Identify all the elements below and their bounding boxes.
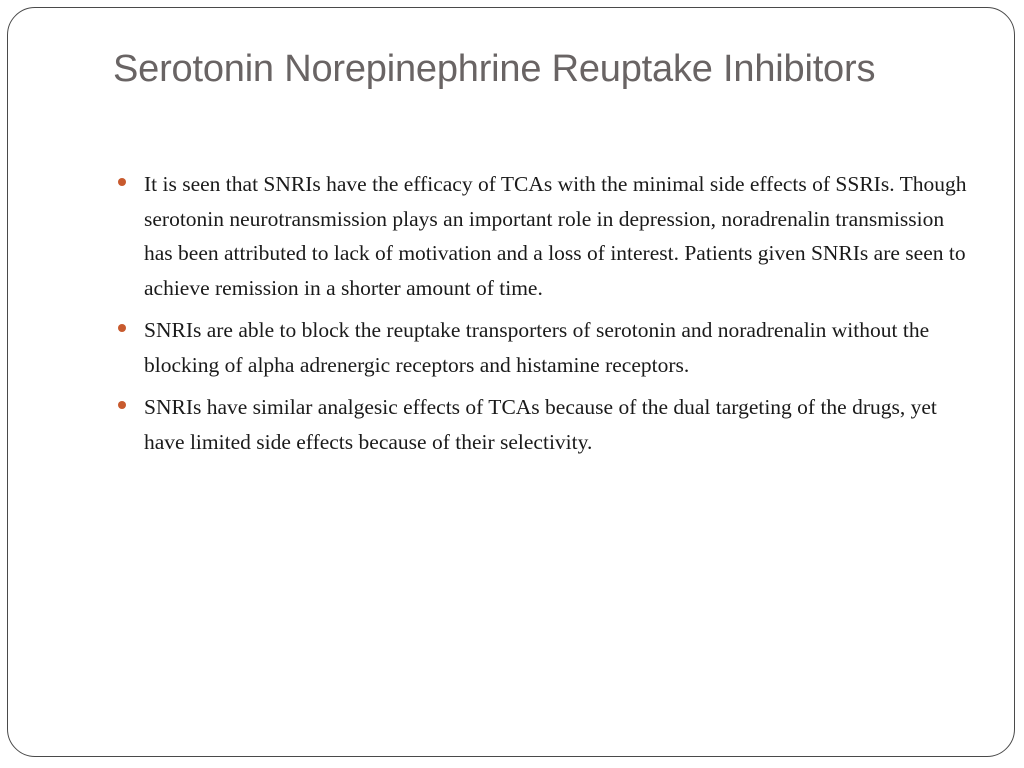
bullet-text: SNRIs are able to block the reuptake transporters of serotonin and noradrenalin without the blocking of alpha adrenergic receptors and histamine receptors. — [144, 318, 930, 377]
bullet-item — [118, 167, 968, 305]
bullet-list — [118, 167, 968, 467]
bullet-item — [118, 390, 968, 459]
bullet-item — [118, 313, 968, 382]
slide-title: Serotonin Norepinephrine Reuptake Inhibitors — [113, 48, 876, 90]
bullet-text: It is seen that SNRIs have the efficacy of TCAs with the minimal side effects of SSRIs. Though serotonin neurotransmission plays an important role in depression, noradrenalin transmission has been attributed to lack of motivation and a loss of interest. Patients given SNRIs are seen to achieve remission in a shorter amount of time. — [144, 172, 967, 300]
bullet-dot-icon — [118, 324, 126, 332]
bullet-dot-icon — [118, 401, 126, 409]
bullet-dot-icon — [118, 178, 126, 186]
bullet-text: SNRIs have similar analgesic effects of TCAs because of the dual targeting of the drugs, yet have limited side effects because of their selectivity. — [144, 395, 937, 454]
